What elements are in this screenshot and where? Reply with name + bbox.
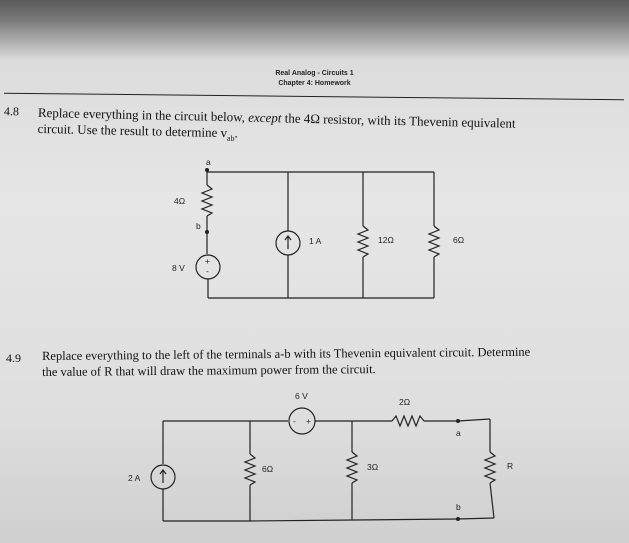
label-node-a-b: a xyxy=(456,428,461,438)
label-12ohm: 12Ω xyxy=(378,235,394,245)
resistor-2ohm xyxy=(392,416,424,426)
resistor-load-r xyxy=(485,452,495,483)
label-6ohm: 6Ω xyxy=(453,235,465,245)
node-a-dot-b xyxy=(456,419,460,423)
label-8v-minus: - xyxy=(206,266,209,276)
label-4ohm: 4Ω xyxy=(174,196,186,206)
problem-4-8-except: except xyxy=(248,109,282,126)
problem-4-9-number: 4.9 xyxy=(6,351,21,365)
label-node-a: a xyxy=(206,157,211,167)
label-6v-minus: - xyxy=(293,416,296,426)
problem-4-8-line2-sub: ab xyxy=(226,133,235,143)
label-load-r: R xyxy=(507,461,514,471)
problem-4-8-line2-a: circuit. Use the result to determine v xyxy=(37,120,228,141)
node-b-dot-b xyxy=(456,517,460,521)
label-node-b-b: b xyxy=(456,502,461,512)
label-1a: 1 A xyxy=(309,236,322,246)
problem-4-8-number: 4.8 xyxy=(3,104,20,119)
label-2a: 2 A xyxy=(128,473,141,483)
resistor-6ohm-b xyxy=(245,454,255,485)
label-3ohm: 3Ω xyxy=(367,462,379,472)
label-node-b: b xyxy=(196,221,201,231)
label-6v: 6 V xyxy=(295,391,308,401)
header-title: Real Analog - Circuits 1 xyxy=(275,70,354,77)
problem-4-9-line1: Replace everything to the left of the terminals a-b with its Thevenin equivalent circuit. Determine xyxy=(42,344,531,363)
header-subtitle: Chapter 4: Homework xyxy=(278,80,351,87)
problem-4-9-line2: the value of R that will draw the maximum power from the circuit. xyxy=(42,362,376,379)
label-8v-plus: + xyxy=(205,256,210,266)
resistor-3ohm xyxy=(347,452,357,483)
label-6ohm-b: 6Ω xyxy=(262,464,274,474)
label-8v: 8 V xyxy=(172,263,185,273)
problem-4-8-line1-b: the 4Ω resistor, with its Thevenin equivalent xyxy=(284,110,516,131)
problem-4-8-line2-end: . xyxy=(234,125,239,141)
label-6v-plus: + xyxy=(306,416,311,426)
label-2ohm: 2Ω xyxy=(399,397,411,407)
problem-4-8-line1-a: Replace everything in the circuit below, xyxy=(37,104,246,125)
